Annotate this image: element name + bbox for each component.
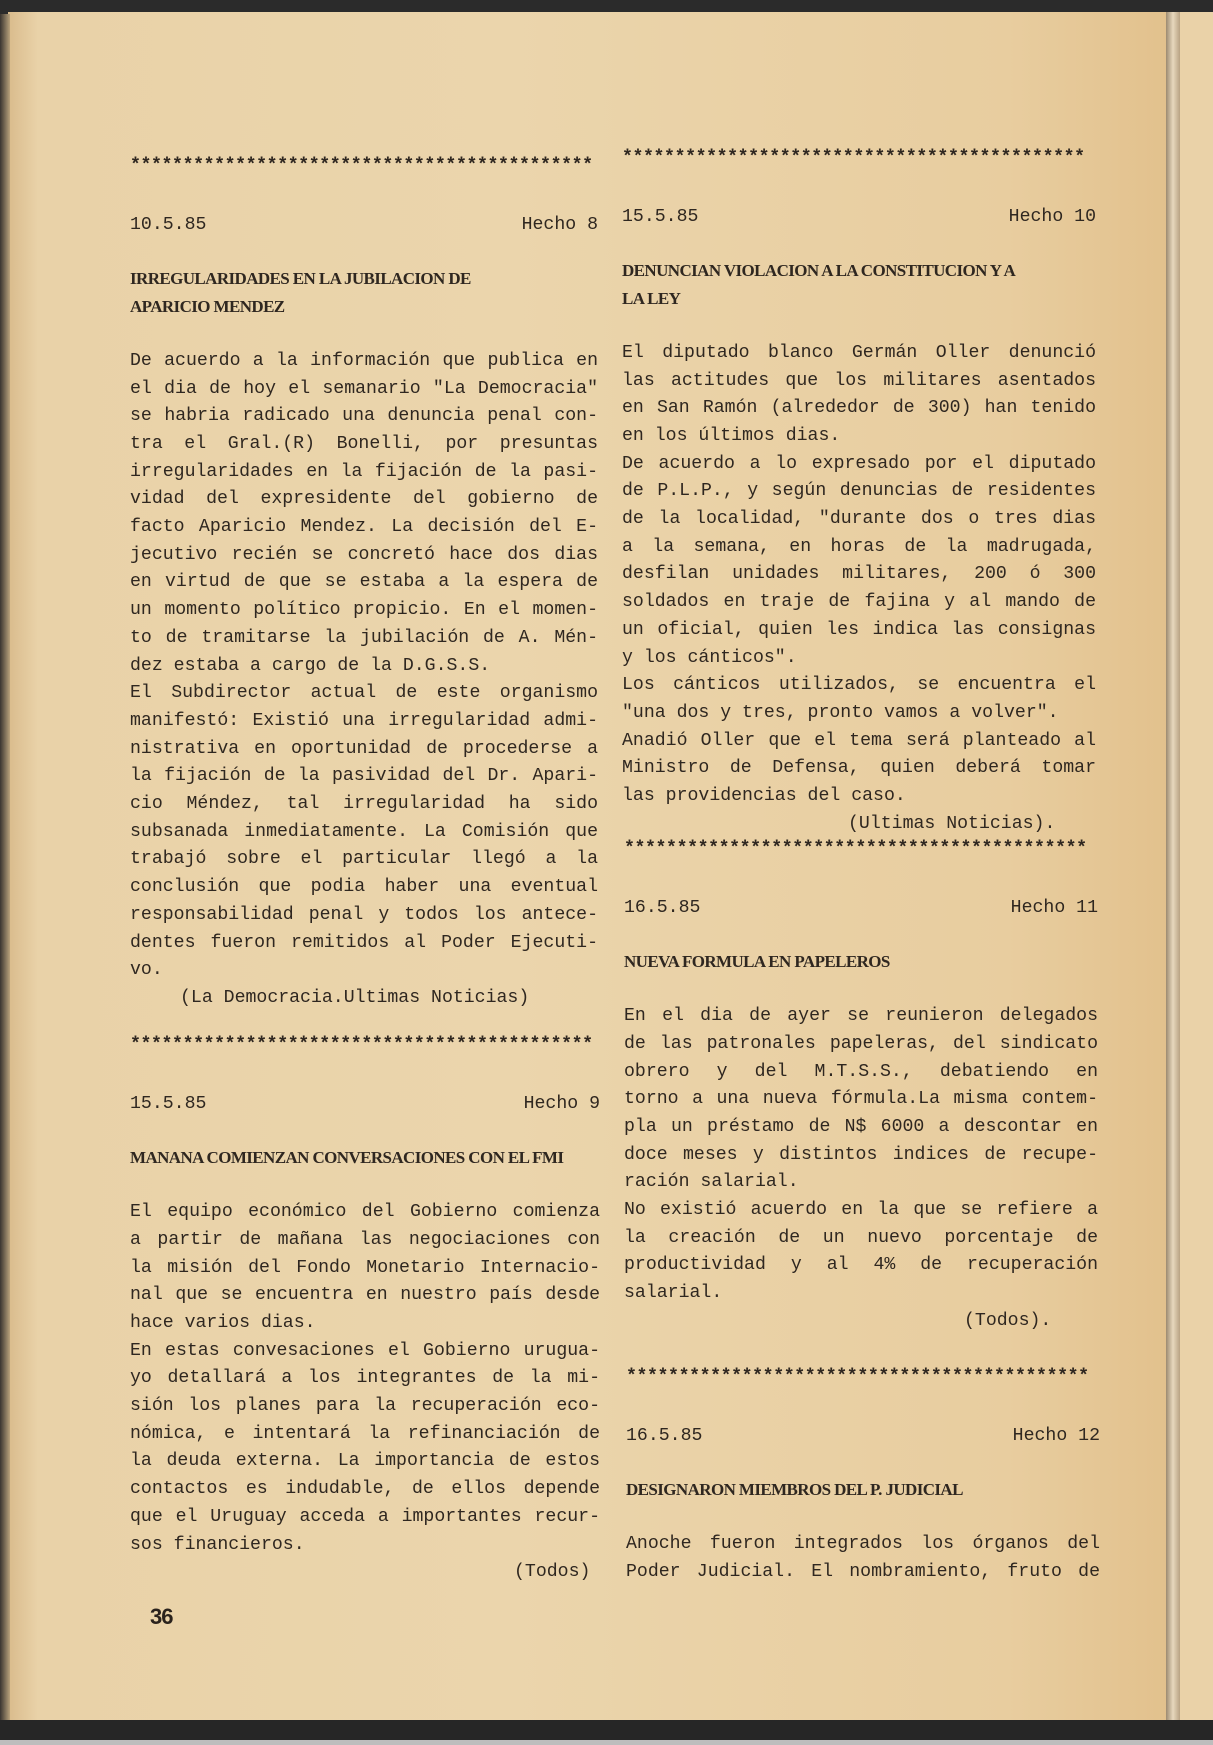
body-line: de P.L.P., y según denuncias de residentes bbox=[622, 481, 1096, 502]
body-line: que el Uruguay acceda a importantes recur- bbox=[130, 1506, 600, 1527]
body-line: ración salarial. bbox=[624, 1172, 799, 1193]
body-line: facto Aparicio Mendez. La decisión del E- bbox=[130, 517, 598, 538]
body-line: De acuerdo a la información que publica en bbox=[130, 350, 598, 371]
scan-left-edge bbox=[0, 14, 10, 1724]
body-line: nal que se encuentra en nuestro país desde bbox=[130, 1285, 600, 1306]
article-title bbox=[130, 265, 598, 320]
article-body bbox=[130, 1199, 600, 1559]
article-hecho-number: Hecho 12 bbox=[1012, 1425, 1100, 1446]
body-line: sión los planes para la recuperación eco- bbox=[130, 1396, 600, 1417]
body-line: dentes fueron remitidos al Poder Ejecuti- bbox=[130, 932, 598, 953]
article-hecho-number: Hecho 9 bbox=[523, 1093, 600, 1114]
body-line: de la localidad, "durante dos o tres dias bbox=[622, 509, 1096, 530]
body-line: responsabilidad penal y todos los antece- bbox=[130, 904, 598, 925]
article-hecho-number: Hecho 10 bbox=[1008, 206, 1096, 227]
body-line: El diputado blanco Germán Oller denunció bbox=[622, 342, 1096, 363]
body-line: soldados en traje de fajina y al mando de bbox=[622, 592, 1096, 613]
body-line: doce meses y distintos indices de recupe- bbox=[624, 1144, 1098, 1165]
article-hecho-8 bbox=[130, 153, 598, 1013]
article-hecho-10 bbox=[622, 145, 1096, 838]
body-line: en virtud de que se estaba a la espera de bbox=[130, 572, 598, 593]
article-title bbox=[130, 1144, 600, 1172]
body-line: Anadió Oller que el tema será planteado al bbox=[622, 730, 1096, 751]
body-line: El Subdirector actual de este organismo bbox=[130, 683, 598, 704]
body-line: dez estaba a cargo de la D.G.S.S. bbox=[130, 655, 491, 676]
article-title bbox=[626, 1476, 1100, 1504]
body-line: jecutivo recién se concretó hace dos dias bbox=[130, 544, 598, 565]
body-line: to de tramitarse la jubilación de A. Mén- bbox=[130, 627, 598, 648]
adjacent-page-edge bbox=[1180, 12, 1213, 1724]
body-line: de las patronales papeleras, del sindicato bbox=[624, 1033, 1098, 1054]
body-line: a partir de mañana las negociaciones con bbox=[130, 1229, 600, 1250]
article-body bbox=[624, 1003, 1098, 1308]
body-line: productividad y al 4% de recuperación bbox=[624, 1255, 1098, 1276]
separator-stars: ******************************************** bbox=[130, 156, 593, 176]
body-line: la deuda externa. La importancia de estos bbox=[130, 1451, 600, 1472]
title-line: DESIGNARON MIEMBROS DEL P. JUDICIAL bbox=[626, 1480, 963, 1500]
body-line: tra el Gral.(R) Bonelli, por presuntas bbox=[130, 433, 598, 454]
title-line: MANANA COMIENZAN CONVERSACIONES CON EL FMI bbox=[130, 1148, 564, 1168]
body-line: En el dia de ayer se reunieron delegados bbox=[624, 1006, 1098, 1027]
body-line: las actitudes que los militares asentados bbox=[622, 370, 1096, 391]
body-line: pla un préstamo de N$ 6000 a descontar en bbox=[624, 1116, 1098, 1137]
body-line: un oficial, quien les indica las consignas bbox=[622, 619, 1096, 640]
article-date: 15.5.85 bbox=[130, 1093, 207, 1114]
body-line: trabajó sobre el particular llegó a la bbox=[130, 849, 598, 870]
body-line: Ministro de Defensa, quien deberá tomar bbox=[622, 758, 1096, 779]
article-body bbox=[622, 340, 1096, 811]
body-line: De acuerdo a lo expresado por el diputado bbox=[622, 453, 1096, 474]
body-line: la fijación de la pasividad del Dr. Apari- bbox=[130, 766, 598, 787]
title-line: IRREGULARIDADES EN LA JUBILACION DE bbox=[130, 269, 471, 289]
body-line: En estas convesaciones el Gobierno urugua- bbox=[130, 1340, 600, 1361]
body-line: irregularidades en la fijación de la pasi- bbox=[130, 461, 598, 482]
body-line: a la semana, en horas de la madrugada, bbox=[622, 536, 1096, 557]
body-line: nistrativa en oportunidad de procederse a bbox=[130, 738, 598, 759]
body-line: Los cánticos utilizados, se encuentra el bbox=[622, 675, 1096, 696]
article-source: (Ultimas Noticias). bbox=[848, 813, 1056, 834]
body-line: Poder Judicial. El nombramiento, fruto de bbox=[626, 1561, 1100, 1582]
article-header bbox=[624, 895, 1098, 923]
article-title bbox=[622, 257, 1096, 312]
article-hecho-11 bbox=[624, 836, 1098, 1336]
body-line: hace varios dias. bbox=[130, 1312, 316, 1333]
page-fold bbox=[1166, 12, 1180, 1724]
article-hecho-12 bbox=[626, 1364, 1100, 1587]
body-line: No existió acuerdo en la que se refiere a bbox=[624, 1200, 1098, 1221]
article-title bbox=[624, 948, 1098, 976]
body-line: conclusión que podia haber una eventual bbox=[130, 877, 598, 898]
body-line: yo detallará a los integrantes de la mi- bbox=[130, 1368, 600, 1389]
article-date: 15.5.85 bbox=[622, 206, 699, 227]
body-line: vo. bbox=[130, 960, 163, 981]
page-number: 36 bbox=[150, 1604, 173, 1629]
title-line: LA LEY bbox=[622, 289, 681, 309]
article-header bbox=[130, 1091, 600, 1119]
article-source: (Todos). bbox=[964, 1310, 1052, 1331]
article-header bbox=[626, 1423, 1100, 1451]
article-hecho-number: Hecho 8 bbox=[521, 214, 598, 235]
body-line: sos financieros. bbox=[130, 1534, 305, 1555]
body-line: vidad del expresidente del gobierno de bbox=[130, 489, 598, 510]
body-line: se habria radicado una denuncia penal con- bbox=[130, 406, 598, 427]
body-line: Anoche fueron integrados los órganos del bbox=[626, 1534, 1100, 1555]
separator-stars: ******************************************** bbox=[622, 148, 1085, 168]
article-header bbox=[622, 204, 1096, 232]
article-hecho-9 bbox=[130, 1032, 600, 1587]
title-line: DENUNCIAN VIOLACION A LA CONSTITUCION Y A bbox=[622, 261, 1016, 281]
body-line: El equipo económico del Gobierno comienza bbox=[130, 1202, 600, 1223]
article-header bbox=[130, 212, 598, 240]
article-body bbox=[130, 348, 598, 985]
body-line: manifestó: Existió una irregularidad admi- bbox=[130, 710, 598, 731]
body-line: nómica, e intentará la refinanciación de bbox=[130, 1423, 600, 1444]
article-body bbox=[626, 1531, 1100, 1586]
body-line: cio Méndez, tal irregularidad ha sido bbox=[130, 794, 598, 815]
article-hecho-number: Hecho 11 bbox=[1010, 897, 1098, 918]
article-date: 16.5.85 bbox=[624, 897, 701, 918]
separator-stars: ******************************************** bbox=[130, 1035, 593, 1055]
body-line: un momento político propicio. En el momen- bbox=[130, 600, 598, 621]
body-line: desfilan unidades militares, 200 ó 300 bbox=[622, 564, 1096, 585]
article-date: 10.5.85 bbox=[130, 214, 207, 235]
body-line: y los cánticos". bbox=[622, 647, 797, 668]
body-line: obrero y del M.T.S.S., debatiendo en bbox=[624, 1061, 1098, 1082]
article-source: (Todos) bbox=[514, 1562, 591, 1583]
separator-stars: ******************************************** bbox=[626, 1367, 1089, 1387]
body-line: en San Ramón (alrededor de 300) han tenido bbox=[622, 398, 1096, 419]
body-line: "una dos y tres, pronto vamos a volver". bbox=[622, 702, 1059, 723]
article-source: (La Democracia.Ultimas Noticias) bbox=[180, 987, 530, 1008]
body-line: en los últimos dias. bbox=[622, 425, 841, 446]
scan-bottom-border bbox=[0, 1720, 1213, 1740]
body-line: contactos es indudable, de ellos depende bbox=[130, 1479, 600, 1500]
separator-stars: ******************************************** bbox=[624, 839, 1087, 859]
title-line: NUEVA FORMULA EN PAPELEROS bbox=[624, 952, 890, 972]
article-date: 16.5.85 bbox=[626, 1425, 703, 1446]
body-line: salarial. bbox=[624, 1283, 723, 1304]
title-line: APARICIO MENDEZ bbox=[130, 297, 285, 317]
body-line: la misión del Fondo Monetario Internacio- bbox=[130, 1257, 600, 1278]
body-line: torno a una nueva fórmula.La misma contem- bbox=[624, 1089, 1098, 1110]
body-line: la creación de un nuevo porcentaje de bbox=[624, 1227, 1098, 1248]
body-line: subsanada inmediatamente. La Comisión que bbox=[130, 821, 598, 842]
body-line: el dia de hoy el semanario "La Democracia" bbox=[130, 378, 598, 399]
body-line: las providencias del caso. bbox=[622, 786, 906, 807]
